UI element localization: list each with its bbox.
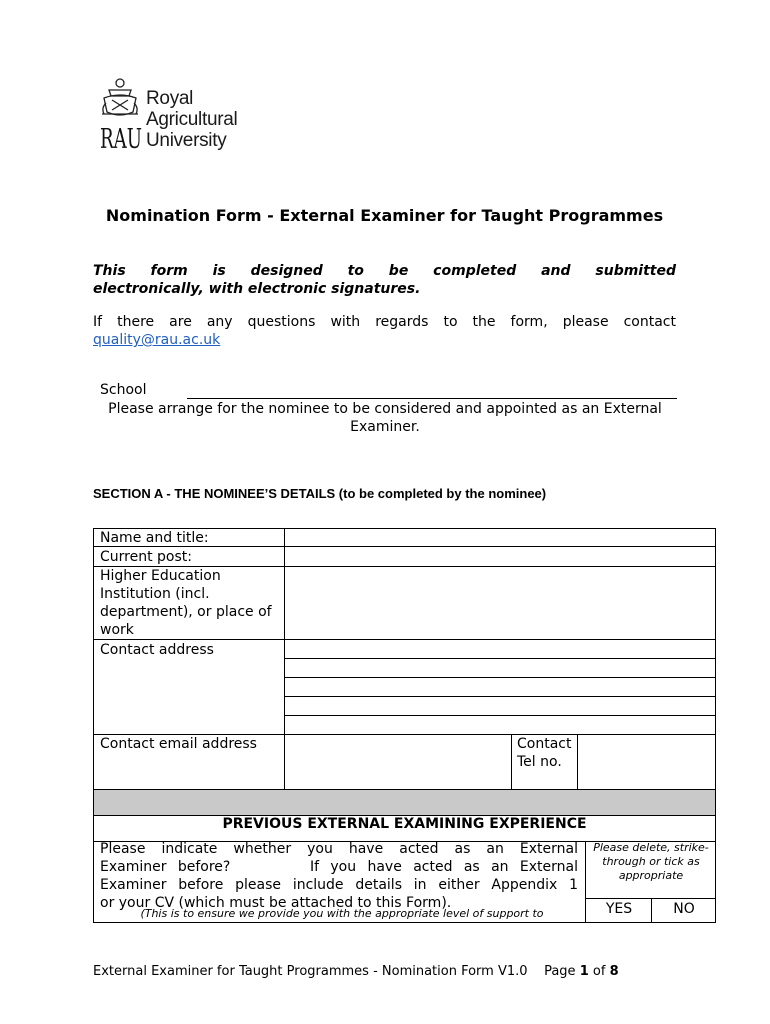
of-label: of	[592, 964, 606, 979]
contact-line: If there are any questions with regards to the form, please contact	[93, 314, 676, 330]
address-line-field[interactable]	[284, 696, 716, 716]
contact-email-label: Contact email address	[100, 736, 257, 752]
logo-line: Royal	[146, 88, 194, 109]
logo-line: Agricultural	[146, 109, 238, 130]
tel-field[interactable]	[577, 734, 716, 790]
page-number: 1	[579, 964, 589, 979]
no-label: NO	[673, 901, 695, 917]
university-logo	[100, 76, 270, 160]
intro-line: This form is designed to be completed and submitted	[93, 263, 676, 279]
arrange-text: Please arrange for the nominee to be considered and appointed as an External Examiner.	[108, 401, 662, 435]
question-line: or your CV (which must be attached to this Form).	[100, 895, 452, 911]
school-label: School	[100, 382, 147, 398]
email-link[interactable]: quality@rau.ac.uk	[93, 332, 221, 348]
form-title: Nomination Form - External Examiner for Taught Programmes	[105, 206, 664, 225]
previous-examiner-question	[100, 840, 578, 912]
address-line-field[interactable]	[284, 715, 716, 735]
contact-text	[93, 313, 676, 349]
contact-address-label: Contact address	[100, 642, 214, 658]
question-line: Examiner before? If you have acted as an External	[100, 859, 578, 875]
page-label: Page	[544, 964, 576, 979]
address-line-field[interactable]	[284, 658, 716, 678]
footer-text: External Examiner for Taught Programmes - Nomination Form V1.0	[93, 964, 528, 979]
svg-text:RAU: RAU	[100, 124, 142, 155]
section-a-heading: SECTION A - THE NOMINEE’S DETAILS (to be completed by the nominee)	[93, 486, 547, 501]
logo-line: University	[146, 130, 227, 151]
school-input-line[interactable]	[187, 398, 677, 399]
contact-tel-label: Contact Tel no.	[517, 736, 572, 770]
institution-field[interactable]	[284, 566, 716, 640]
crest-icon	[100, 76, 142, 154]
institution-label: Higher Education Institution (incl. department), or place of work	[100, 568, 272, 638]
intro-text	[93, 262, 676, 298]
question-line: Please indicate whether you have acted as an External	[100, 841, 578, 857]
previous-experience-heading: PREVIOUS EXTERNAL EXAMINING EXPERIENCE	[222, 816, 587, 832]
address-line-field[interactable]	[284, 677, 716, 697]
question-line: Examiner before please include details in either Appendix 1	[100, 877, 578, 893]
yes-label: YES	[605, 901, 633, 917]
page-footer	[93, 964, 619, 980]
current-post-label: Current post:	[100, 549, 192, 565]
page-total: 8	[609, 964, 619, 979]
address-line-field[interactable]	[284, 639, 716, 659]
email-field[interactable]	[284, 734, 512, 790]
name-title-field[interactable]	[284, 528, 716, 547]
intro-line: electronically, with electronic signatures.	[93, 281, 421, 297]
support-note: (This is to ensure we provide you with the appropriate level of support to	[140, 907, 544, 920]
shaded-row	[93, 789, 716, 816]
logo-wordmark	[146, 88, 237, 151]
current-post-field[interactable]	[284, 546, 716, 567]
delete-instruction: Please delete, strike-through or tick as appropriate	[593, 841, 709, 882]
name-title-label: Name and title:	[100, 530, 209, 546]
